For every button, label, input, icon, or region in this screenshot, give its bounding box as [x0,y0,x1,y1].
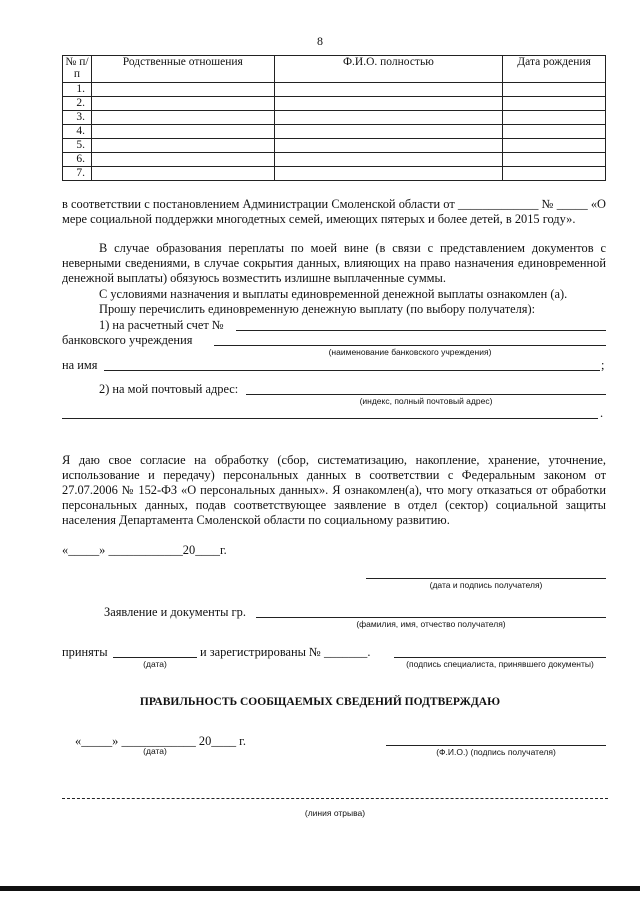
postal-hint: (индекс, полный почтовый адрес) [359,396,493,406]
semicolon: ; [601,358,605,372]
registration-label[interactable]: и зарегистрированы № _______. [200,645,371,659]
relation-cell[interactable] [91,167,274,181]
col-header-fullname: Ф.И.О. полностью [274,56,503,83]
bank-label: банковского учреждения [62,333,193,347]
fullname-cell[interactable] [274,111,503,125]
row-number: 4. [63,125,92,139]
account-holder-field[interactable] [104,370,600,371]
col-header-relation: Родственные отношения [91,56,274,83]
table-row [63,139,606,153]
birthdate-cell[interactable] [503,111,606,125]
relation-cell[interactable] [91,83,274,97]
birthdate-cell[interactable] [503,97,606,111]
overpayment-paragraph: В случае образования переплаты по моей вине (в связи с представлением документов с неверными сведениями, в случае сокрытия данных, влияющих на право назначения единовременной денежной выплаты) обязуюсь возместить излишне выплаченные суммы. [62,241,606,285]
fullname-cell[interactable] [274,167,503,181]
birthdate-cell[interactable] [503,139,606,153]
row-number: 5. [63,139,92,153]
relatives-table [62,55,606,181]
row-number: 7. [63,167,92,181]
cut-line-hint: (линия отрыва) [304,808,366,818]
confirmation-heading: ПРАВИЛЬНОСТЬ СООБЩАЕМЫХ СВЕДЕНИЙ ПОДТВЕРЖДАЮ [139,696,501,708]
page-number: 8 [317,34,323,48]
period: . [600,406,604,420]
account-label: 1) на расчетный счет № [99,318,224,332]
table-row [63,153,606,167]
payment-request-paragraph: Прошу перечислить единовременную денежную выплату (по выбору получателя): [99,302,536,316]
page-bottom-edge [0,886,640,891]
table-row [63,125,606,139]
confirmation-signature-field[interactable] [386,745,606,746]
postal-address-continuation-field[interactable] [62,418,598,419]
confirmation-signature-hint: (Ф.И.О.) (подпись получателя) [436,747,556,757]
col-header-number: № п/п [63,56,92,83]
table-row [63,83,606,97]
row-number: 3. [63,111,92,125]
signature-hint: (дата и подпись получателя) [429,580,543,590]
documents-label: Заявление и документы гр. [104,605,246,619]
fullname-cell[interactable] [274,97,503,111]
postal-label: 2) на мой почтовый адрес: [99,382,239,396]
table-row [63,111,606,125]
confirmation-date[interactable]: «_____» ____________ 20____ г. [75,734,246,748]
relation-cell[interactable] [91,111,274,125]
conditions-paragraph: С условиями назначения и выплаты единовременной денежной выплаты ознакомлен (а). [99,287,568,301]
table-row [63,97,606,111]
birthdate-cell[interactable] [503,125,606,139]
relation-cell[interactable] [91,97,274,111]
applicant-name-field[interactable] [256,617,606,618]
relation-cell[interactable] [91,153,274,167]
account-number-field[interactable] [236,330,606,331]
fullname-cell[interactable] [274,139,503,153]
birthdate-cell[interactable] [503,153,606,167]
row-number: 2. [63,97,92,111]
acceptance-date-field[interactable] [113,657,197,658]
name-label: на имя [62,358,98,372]
acceptance-date-hint: (дата) [143,659,167,669]
cut-line [62,798,608,799]
confirmation-date-hint: (дата) [143,746,167,756]
specialist-signature-hint: (подпись специалиста, принявшего документы) [406,659,594,669]
col-header-birthdate: Дата рождения [503,56,606,83]
bank-hint: (наименование банковского учреждения) [328,347,492,357]
relation-cell[interactable] [91,125,274,139]
recipient-signature-field[interactable] [366,578,606,579]
fullname-cell[interactable] [274,83,503,97]
postal-address-field[interactable] [246,394,606,395]
decree-reference-paragraph: в соответствии с постановлением Администрации Смоленской области от _____________ № _____ «О мере социальной поддержки многодетных семей, имеющих пятерых и более детей, в 2015 году». [62,197,606,226]
consent-paragraph: Я даю свое согласие на обработку (сбор, систематизацию, накопление, хранение, уточнение, использование и передачу) персональных данных в соответствии с Федеральным законом от 27.07.2006 № 152-ФЗ «О персональных данных». Я ознакомлен(а), что могу отказаться от обработки персональных данных, подав соответствующее заявление в отдел (сектор) социальной защиты населения Департамента Смоленской области по социальному развитию. [62,453,606,527]
applicant-name-hint: (фамилия, имя, отчество получателя) [356,619,506,629]
accepted-label: приняты [62,645,108,659]
specialist-signature-field[interactable] [394,657,606,658]
row-number: 1. [63,83,92,97]
row-number: 6. [63,153,92,167]
birthdate-cell[interactable] [503,167,606,181]
application-date[interactable]: «_____» ____________20____г. [62,543,227,557]
table-row [63,167,606,181]
birthdate-cell[interactable] [503,83,606,97]
relation-cell[interactable] [91,139,274,153]
fullname-cell[interactable] [274,125,503,139]
fullname-cell[interactable] [274,153,503,167]
bank-name-field[interactable] [214,345,606,346]
